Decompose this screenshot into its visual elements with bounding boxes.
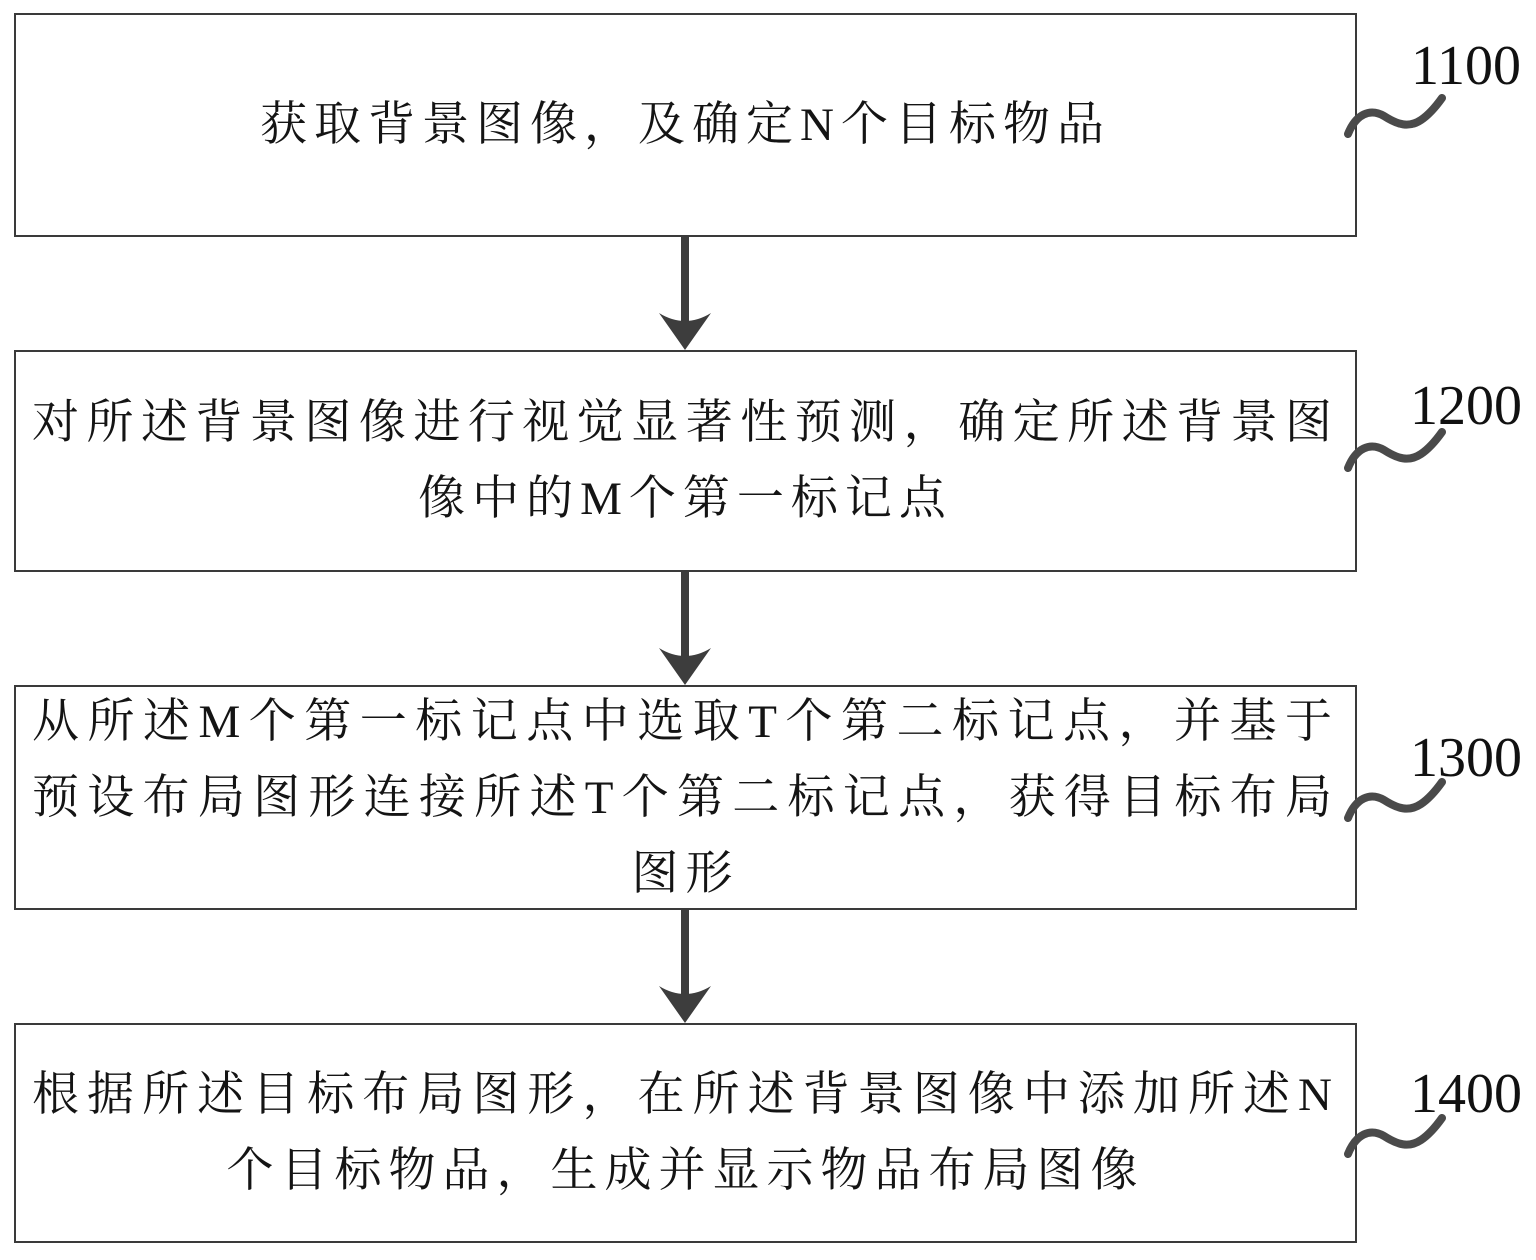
tilde-connector-icon: [1344, 94, 1446, 138]
arrow-down-icon: [655, 237, 715, 351]
step-box-1300: [14, 685, 1357, 910]
ref-number-1200: 1200: [1410, 375, 1522, 437]
tilde-connector-icon: [1344, 428, 1446, 472]
step-text-1100: 获取背景图像，及确定N个目标物品: [260, 99, 1111, 151]
step-box-1100: [14, 13, 1357, 237]
arrow-down-icon: [655, 910, 715, 1024]
tilde-connector-icon: [1344, 1114, 1446, 1158]
step-box-1400: [14, 1023, 1357, 1243]
tilde-connector-icon: [1344, 778, 1446, 822]
ref-number-1100: 1100: [1411, 35, 1521, 97]
step-box-1200: [14, 350, 1357, 572]
ref-number-1400: 1400: [1410, 1063, 1522, 1125]
step-text-1300: 从所述M个第一标记点中选取T个第二标记点，并基于预设布局图形连接所述T个第二标记点，获得目标布局图形: [32, 695, 1339, 900]
step-text-1400: 根据所述目标布局图形，在所述背景图像中添加所述N个目标物品，生成并显示物品布局图像: [32, 1069, 1339, 1197]
step-text-1200: 对所述背景图像进行视觉显著性预测，确定所述背景图像中的M个第一标记点: [32, 397, 1339, 525]
arrow-down-icon: [655, 572, 715, 686]
ref-number-1300: 1300: [1410, 727, 1522, 789]
